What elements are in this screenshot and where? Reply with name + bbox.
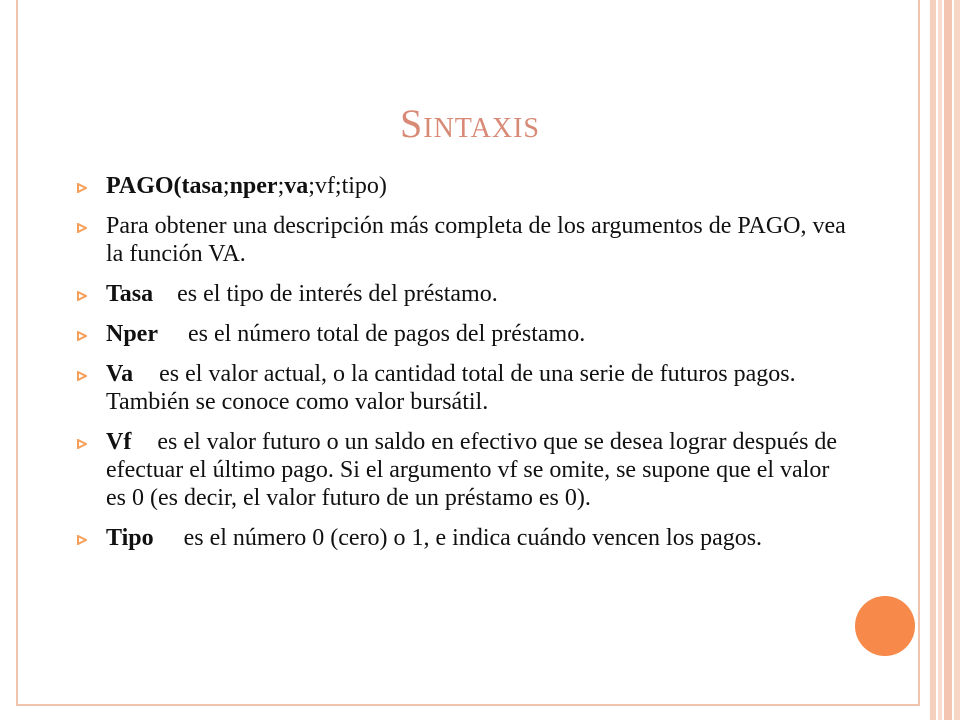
decorative-orange-circle xyxy=(855,596,915,656)
term-va: Va xyxy=(106,361,134,387)
decorative-stripe xyxy=(938,0,942,720)
syntax-arg-tasa: tasa xyxy=(181,173,223,199)
definition-va: es el valor actual, o la cantidad total de una serie de futuros pagos. También se conoce como valor bursátil. xyxy=(106,361,796,415)
term-tipo: Tipo xyxy=(106,525,154,551)
bullet-list xyxy=(90,172,850,564)
slide-title: Sintaxis xyxy=(400,101,540,146)
list-item-description xyxy=(90,212,850,268)
decorative-stripe xyxy=(930,0,936,720)
syntax-sep: ; xyxy=(222,173,230,199)
definition-nper: es el número total de pagos del préstamo. xyxy=(187,321,586,347)
definition-tipo: es el número 0 (cero) o 1, e indica cuándo vencen los pagos. xyxy=(183,525,763,551)
term-nper: Nper xyxy=(106,321,158,347)
term-tasa: Tasa xyxy=(106,281,154,307)
slide-frame xyxy=(16,0,920,706)
orange-triangle-bullet-icon xyxy=(77,371,87,381)
list-item-tasa xyxy=(90,280,850,308)
orange-triangle-bullet-icon xyxy=(77,439,87,449)
orange-triangle-bullet-icon xyxy=(77,291,87,301)
syntax-sep: ; xyxy=(277,173,285,199)
syntax-arg-nper: nper xyxy=(229,173,278,199)
list-item-va xyxy=(90,360,850,416)
syntax-rest: ;vf;tipo) xyxy=(308,173,387,199)
decorative-stripe xyxy=(944,0,952,720)
definition-vf: es el valor futuro o un saldo en efectivo que se desea lograr después de efectuar el último pago. Si el argumento vf se omite, se supone que el valor es 0 (es decir, el valor futuro de un préstamo es 0). xyxy=(106,429,838,511)
decorative-stripe xyxy=(954,0,960,720)
list-item-tipo xyxy=(90,524,850,552)
syntax-arg-va: va xyxy=(284,173,309,199)
orange-triangle-bullet-icon xyxy=(77,183,87,193)
description-text: Para obtener una descripción más completa de los argumentos de PAGO, vea la función VA. xyxy=(106,213,846,267)
list-item-nper xyxy=(90,320,850,348)
definition-tasa: es el tipo de interés del préstamo. xyxy=(177,281,498,307)
list-item-syntax xyxy=(90,172,850,200)
syntax-function: PAGO( xyxy=(106,173,182,199)
list-item-vf xyxy=(90,428,850,512)
orange-triangle-bullet-icon xyxy=(77,223,87,233)
orange-triangle-bullet-icon xyxy=(77,331,87,341)
term-vf: Vf xyxy=(106,429,132,455)
orange-triangle-bullet-icon xyxy=(77,535,87,545)
